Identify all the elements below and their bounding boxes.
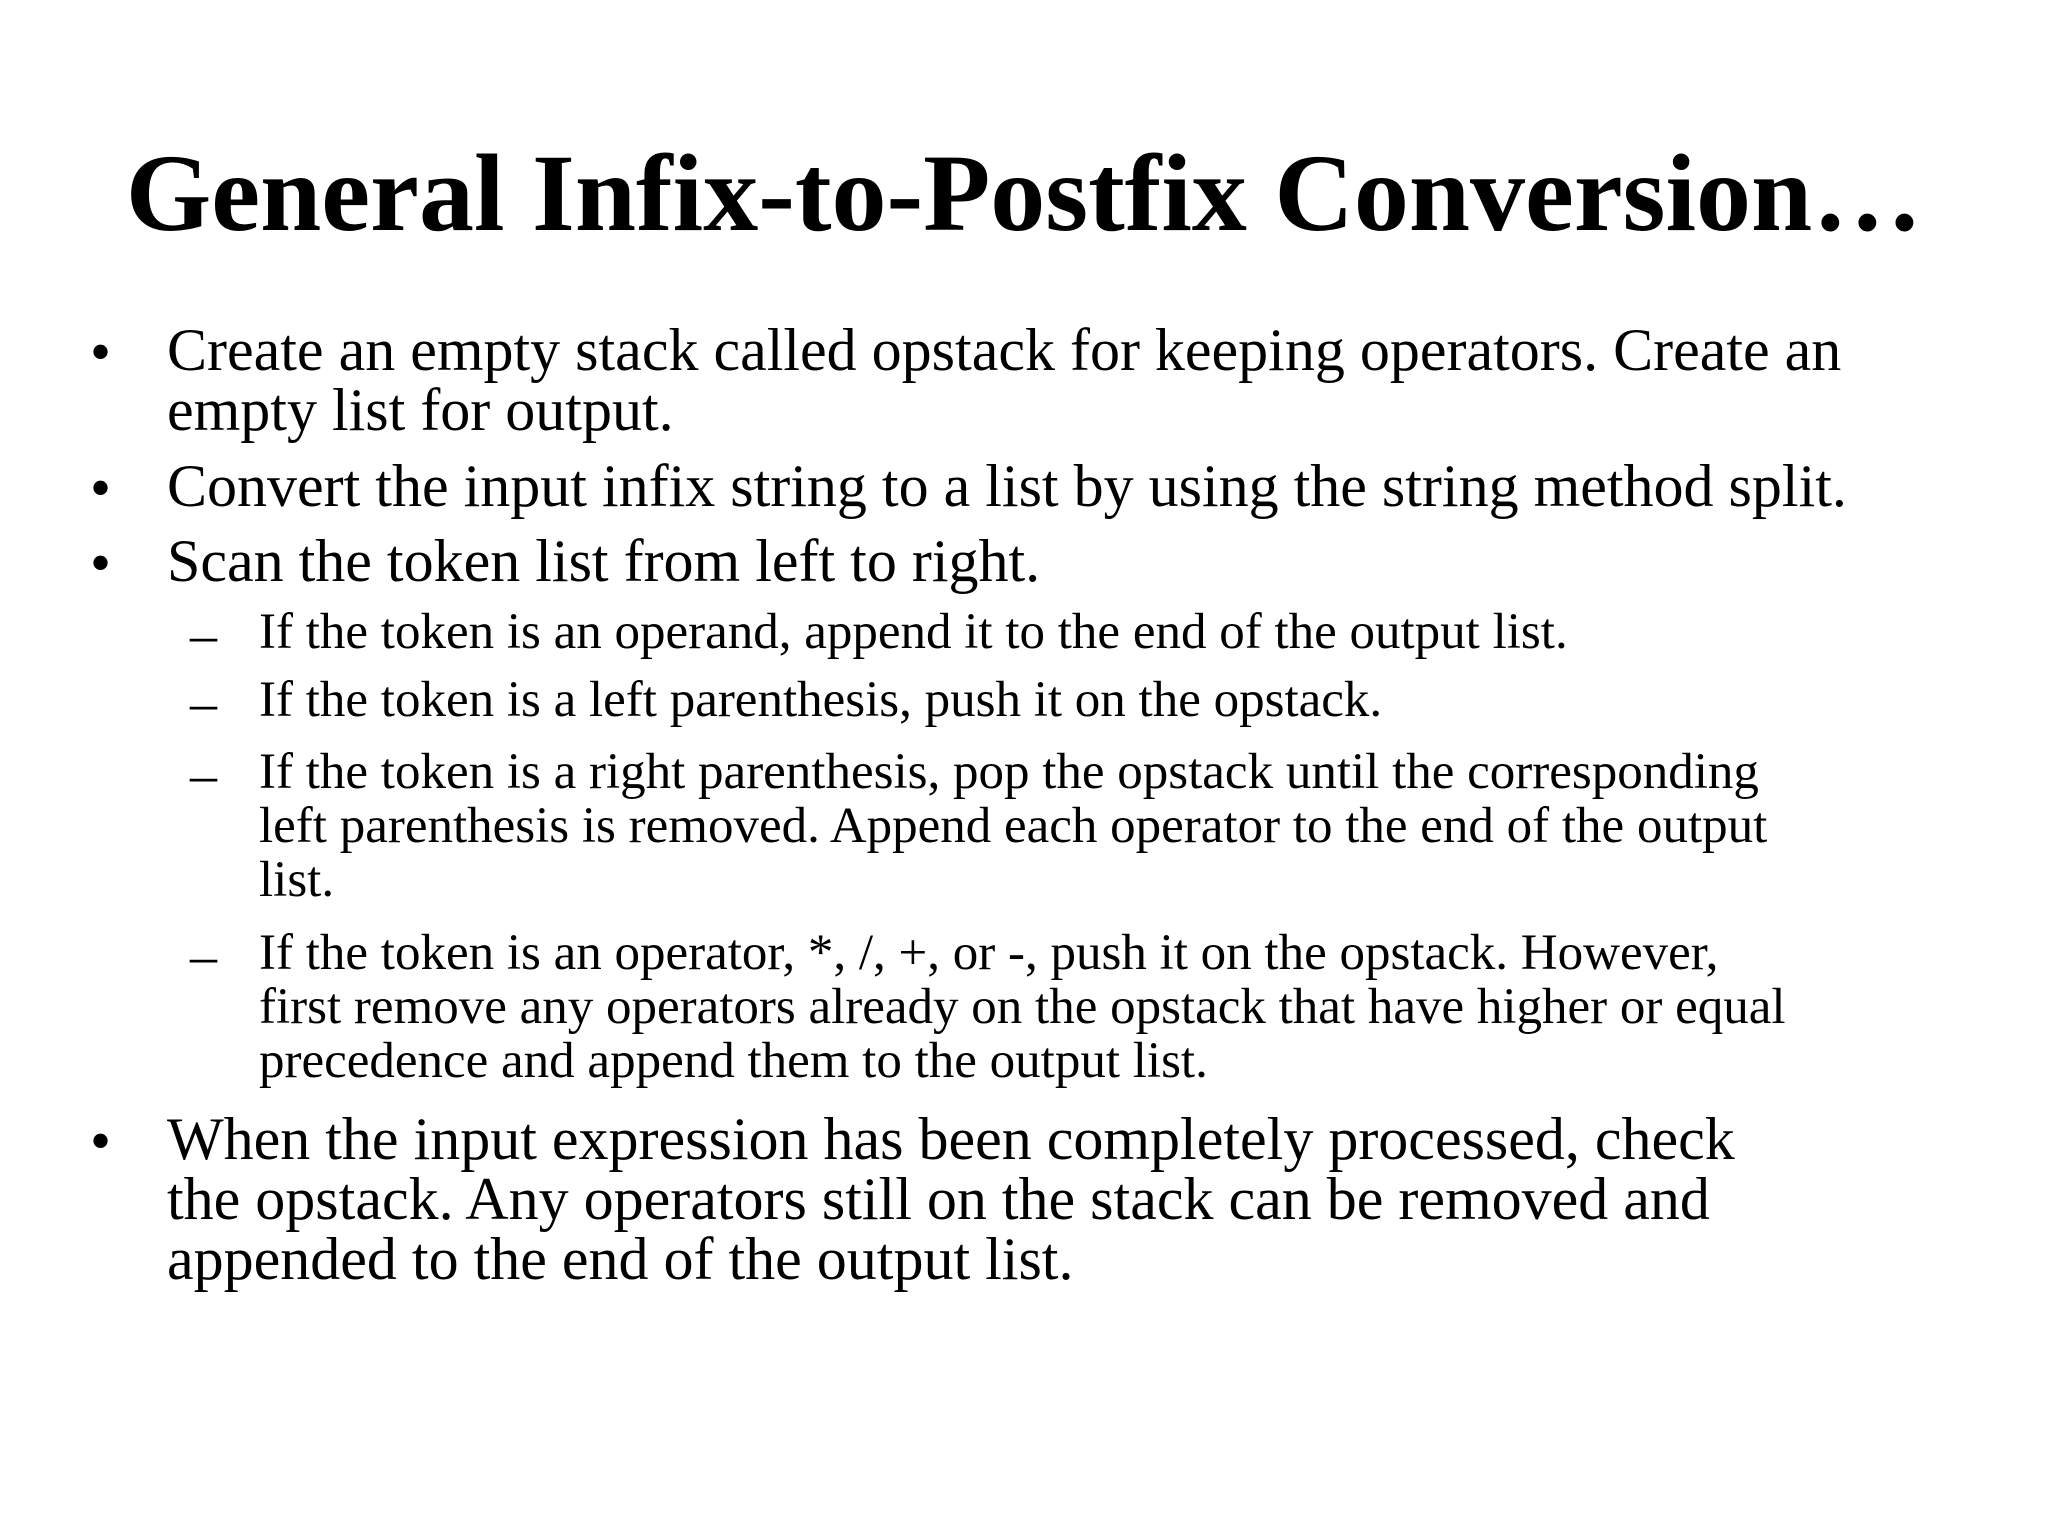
bullet-text-line: the opstack. Any operators still on the stack can be removed and [167,1166,1710,1232]
bullet-text-line: Scan the token list from left to right. [167,528,1041,594]
slide-title: General Infix-to-Postfix Conversion… [125,132,1923,254]
bullet-marker: • [90,455,112,521]
bullet-text-line: Create an empty stack called opstack for keeping operators. Create an [167,317,1842,383]
sub-bullet-text-line: first remove any operators already on the opstack that have higher or equal [259,979,1786,1035]
sub-bullet-text-line: left parenthesis is removed. Append each operator to the end of the output [259,798,1768,854]
bullet-marker: • [90,319,112,385]
bullet-text-line: appended to the end of the output list. [167,1226,1074,1292]
sub-bullet-text-line: If the token is a right parenthesis, pop the opstack until the corresponding [259,744,1759,800]
dash-marker: – [190,745,217,805]
sub-bullet-text-line: list. [259,852,335,908]
dash-marker: – [190,605,217,665]
bullet-marker: • [90,1108,112,1174]
dash-marker: – [190,926,217,986]
sub-bullet-text-line: If the token is an operator, *, /, +, or -, push it on the opstack. However, [259,925,1719,981]
sub-bullet-text-line: If the token is an operand, append it to the end of the output list. [259,604,1568,660]
dash-marker: – [190,673,217,733]
bullet-text-line: When the input expression has been completely processed, check [167,1106,1735,1172]
bullet-marker: • [90,530,112,596]
bullet-text-line: empty list for output. [167,377,674,443]
sub-bullet-text-line: precedence and append them to the output list. [259,1033,1208,1089]
bullet-text-line: Convert the input infix string to a list by using the string method split. [167,453,1847,519]
sub-bullet-text-line: If the token is a left parenthesis, push it on the opstack. [259,672,1383,728]
